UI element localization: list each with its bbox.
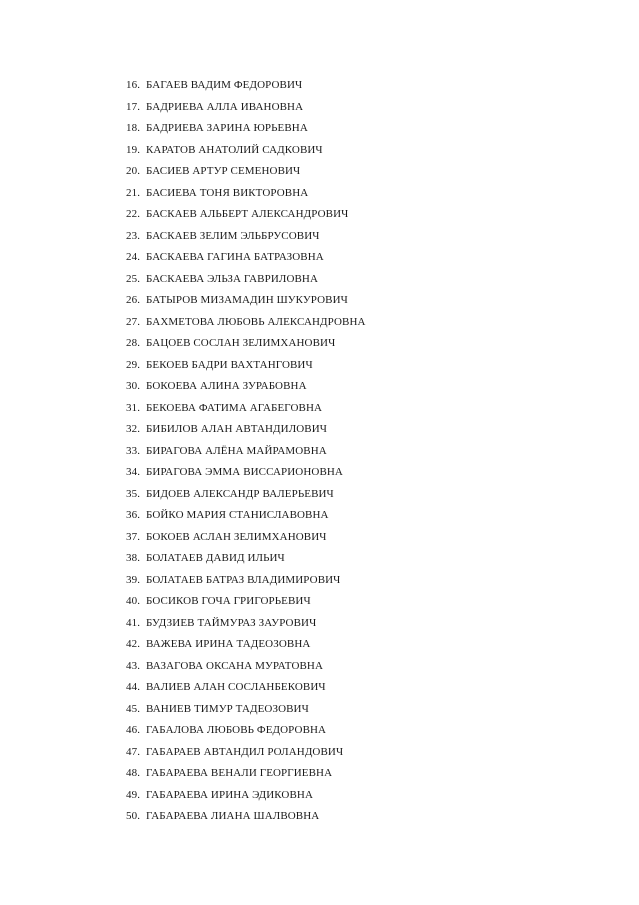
list-item-number: 22. [126, 208, 141, 220]
list-item-number: 34. [126, 466, 141, 478]
list-item-name: БАСКАЕВА ГАГИНА БАТРАЗОВНА [146, 251, 324, 263]
list-item-name: БАГАЕВ ВАДИМ ФЕДОРОВИЧ [146, 79, 303, 91]
list-item-name: БОЛАТАЕВ ДАВИД ИЛЬИЧ [146, 552, 285, 564]
list-item [126, 183, 366, 205]
list-item [126, 763, 366, 785]
list-item-number: 42. [126, 638, 141, 650]
list-item-number: 30. [126, 380, 141, 392]
list-item [126, 118, 366, 140]
list-item [126, 742, 366, 764]
list-item-number: 20. [126, 165, 141, 177]
list-item [126, 312, 366, 334]
list-item-number: 29. [126, 358, 141, 371]
list-item-number: 35. [126, 487, 141, 500]
list-item-number: 25. [126, 272, 141, 285]
list-item-name: БОЙКО МАРИЯ СТАНИСЛАВОВНА [146, 509, 329, 521]
list-item-number: 44. [126, 681, 141, 693]
list-item [126, 419, 366, 441]
list-item [126, 140, 366, 162]
list-item [126, 290, 366, 312]
list-item [126, 226, 366, 248]
list-item-name: ГАБАРАЕВА ВЕНАЛИ ГЕОРГИЕВНА [146, 767, 333, 779]
list-item-name: БЕКОЕВ БАДРИ ВАХТАНГОВИЧ [146, 358, 313, 371]
list-item-number: 18. [126, 122, 141, 134]
list-item [126, 677, 366, 699]
list-item-number: 16. [126, 79, 141, 91]
list-item [126, 441, 366, 463]
list-item [126, 75, 366, 97]
list-item-number: 19. [126, 143, 141, 156]
list-item-name: БАДРИЕВА АЛЛА ИВАНОВНА [146, 100, 304, 113]
list-item-number: 21. [126, 186, 141, 199]
list-item-number: 49. [126, 788, 141, 801]
list-item [126, 656, 366, 678]
list-item [126, 720, 366, 742]
list-item-name: БИДОЕВ АЛЕКСАНДР ВАЛЕРЬЕВИЧ [146, 487, 334, 500]
list-item-name: БОКОЕВА АЛИНА ЗУРАБОВНА [146, 380, 307, 392]
list-item-name: КАРАТОВ АНАТОЛИЙ САДКОВИЧ [146, 143, 323, 156]
list-item-name: БАСКАЕВ АЛЬБЕРТ АЛЕКСАНДРОВИЧ [146, 208, 349, 220]
list-item [126, 699, 366, 721]
list-item-number: 33. [126, 444, 141, 457]
list-item-number: 24. [126, 251, 141, 263]
list-item-number: 50. [126, 810, 141, 822]
list-item-name: БИРАГОВА ЭММА ВИССАРИОНОВНА [146, 466, 343, 478]
list-item-name: БУДЗИЕВ ТАЙМУРАЗ ЗАУРОВИЧ [146, 616, 317, 629]
list-item [126, 484, 366, 506]
list-item-name: БОСИКОВ ГОЧА ГРИГОРЬЕВИЧ [146, 595, 311, 607]
list-item [126, 161, 366, 183]
list-item [126, 548, 366, 570]
list-item-name: ВАЗАГОВА ОКСАНА МУРАТОВНА [146, 659, 324, 672]
list-item [126, 97, 366, 119]
list-item-name: БАСКАЕВА ЭЛЬЗА ГАВРИЛОВНА [146, 272, 319, 285]
list-item-name: ГАБАРАЕВА ИРИНА ЭДИКОВНА [146, 788, 313, 801]
list-item-number: 28. [126, 337, 141, 349]
list-item [126, 376, 366, 398]
list-item [126, 634, 366, 656]
list-item-number: 17. [126, 100, 141, 113]
list-item-name: ГАБАРАЕВ АВТАНДИЛ РОЛАНДОВИЧ [146, 745, 344, 758]
names-list [126, 75, 366, 828]
list-item [126, 462, 366, 484]
list-item-name: БАЦОЕВ СОСЛАН ЗЕЛИМХАНОВИЧ [146, 337, 336, 349]
list-item [126, 785, 366, 807]
list-item [126, 527, 366, 549]
list-item-number: 46. [126, 724, 141, 736]
list-item-name: ВАНИЕВ ТИМУР ТАДЕОЗОВИЧ [146, 702, 309, 715]
list-item [126, 806, 366, 828]
list-item-name: ВАЖЕВА ИРИНА ТАДЕОЗОВНА [146, 638, 311, 650]
list-item [126, 591, 366, 613]
list-item-number: 23. [126, 229, 141, 242]
list-item-number: 41. [126, 616, 141, 629]
list-item-name: БАСКАЕВ ЗЕЛИМ ЭЛЬБРУСОВИЧ [146, 229, 320, 242]
list-item-number: 40. [126, 595, 141, 607]
list-item-number: 26. [126, 294, 141, 306]
list-item-name: БАХМЕТОВА ЛЮБОВЬ АЛЕКСАНДРОВНА [146, 315, 366, 328]
list-item [126, 204, 366, 226]
list-item [126, 398, 366, 420]
list-item-number: 48. [126, 767, 141, 779]
list-item-name: БОЛАТАЕВ БАТРАЗ ВЛАДИМИРОВИЧ [146, 573, 341, 586]
list-item [126, 269, 366, 291]
list-item-number: 36. [126, 509, 141, 521]
list-item-number: 38. [126, 552, 141, 564]
list-item-number: 37. [126, 530, 141, 543]
list-item-number: 27. [126, 315, 141, 328]
list-item [126, 505, 366, 527]
list-item-name: ГАБАЛОВА ЛЮБОВЬ ФЕДОРОВНА [146, 724, 327, 736]
list-item-name: БАСИЕВ АРТУР СЕМЕНОВИЧ [146, 165, 301, 177]
list-item-name: БАДРИЕВА ЗАРИНА ЮРЬЕВНА [146, 122, 308, 134]
list-item-name: БАТЫРОВ МИЗАМАДИН ШУКУРОВИЧ [146, 294, 348, 306]
list-item [126, 613, 366, 635]
list-item-number: 39. [126, 573, 141, 586]
list-item-name: БОКОЕВ АСЛАН ЗЕЛИМХАНОВИЧ [146, 530, 327, 543]
list-item [126, 247, 366, 269]
list-item [126, 333, 366, 355]
list-item [126, 355, 366, 377]
list-item-number: 47. [126, 745, 141, 758]
list-item-number: 45. [126, 702, 141, 715]
list-item-name: БАСИЕВА ТОНЯ ВИКТОРОВНА [146, 186, 309, 199]
list-item-name: БЕКОЕВА ФАТИМА АГАБЕГОВНА [146, 401, 323, 414]
list-item-number: 43. [126, 659, 141, 672]
list-item-name: ГАБАРАЕВА ЛИАНА ШАЛВОВНА [146, 810, 320, 822]
list-item-name: ВАЛИЕВ АЛАН СОСЛАНБЕКОВИЧ [146, 681, 326, 693]
list-item-name: БИРАГОВА АЛЁНА МАЙРАМОВНА [146, 444, 327, 457]
list-item-number: 32. [126, 423, 141, 435]
list-item-name: БИБИЛОВ АЛАН АВТАНДИЛОВИЧ [146, 423, 328, 435]
list-item [126, 570, 366, 592]
list-item-number: 31. [126, 401, 141, 414]
